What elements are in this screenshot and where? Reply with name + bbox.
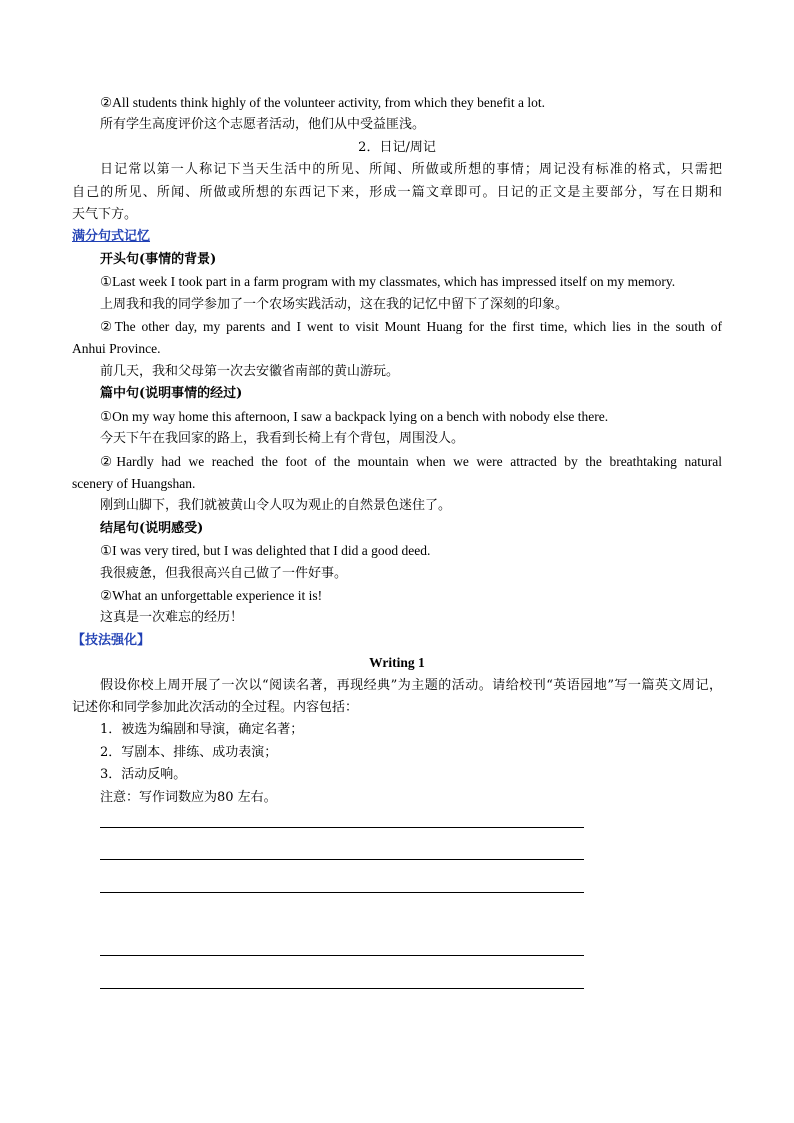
diary-description-line: 天气下方。 — [72, 207, 138, 223]
ending-heading: 结尾句(说明感受) — [100, 520, 204, 536]
answer-line[interactable] — [100, 955, 584, 956]
middle-heading: 篇中句(说明事情的经过) — [100, 386, 243, 402]
opening-heading: 开头句(事情的背景) — [100, 251, 217, 267]
document-page — [72, 92, 722, 1009]
writing-prompt-line: 假设你校上周开展了一次以“阅读名著，再现经典”为主题的活动。请给校刊“英语园地”写一篇英文周记， — [100, 677, 722, 693]
writing-requirement-item: 3．活动反响。 — [100, 767, 187, 783]
writing-requirement-item: 2．写剧本、排练、成功表演； — [100, 744, 278, 760]
example-sentence-en: ②All students think highly of the volunteer activity, from which they benefit a lot. — [100, 95, 546, 110]
writing-prompt-line: 记述你和同学参加此次活动的全过程。内容包括： — [72, 699, 359, 715]
answer-line[interactable] — [100, 859, 584, 860]
diary-description-line: 自己的所见、所闻、所做或所想的东西记下来，形成一篇文章即可。日记的正文是主要部分，写在日期和 — [72, 184, 722, 200]
writing-title: Writing 1 — [369, 655, 425, 671]
middle-example-en-cont: scenery of Huangshan. — [72, 475, 196, 491]
ending-example-cn: 这真是一次难忘的经历！ — [100, 610, 244, 626]
answer-line[interactable] — [100, 892, 584, 893]
answer-line[interactable] — [100, 827, 584, 828]
middle-example-cn: 刚到山脚下，我们就被黄山令人叹为观止的自然景色迷住了。 — [100, 498, 452, 514]
ending-example-en: ①I was very tired, but I was delighted that I did a good deed. — [100, 543, 431, 559]
middle-example-cn: 今天下午在我回家的路上，我看到长椅上有个背包，周围没人。 — [100, 431, 465, 447]
answer-line[interactable] — [100, 988, 584, 989]
middle-example-en: ②Hardly had we reached the foot of the mountain when we were attracted by the breathtaking natural — [100, 453, 722, 469]
middle-example-en: ①On my way home this afternoon, I saw a backpack lying on a bench with nobody else there. — [100, 408, 609, 424]
ending-example-en: ②What an unforgettable experience it is! — [100, 587, 323, 603]
ending-example-cn: 我很疲惫，但我很高兴自己做了一件好事。 — [100, 565, 348, 581]
skill-heading: 【技法强化】 — [72, 632, 151, 648]
diary-section-title: 2．日记/周记 — [358, 139, 436, 155]
example-sentence-cn: 所有学生高度评价这个志愿者活动，他们从中受益匪浅。 — [100, 117, 426, 133]
opening-example-cn: 前几天，我和父母第一次去安徽省南部的黄山游玩。 — [100, 363, 400, 379]
diary-description-line: 日记常以第一人称记下当天生活中的所见、所闻、所做或所想的事情；周记没有标准的格式，只需把 — [100, 162, 722, 178]
memorize-heading: 满分句式记忆 — [72, 229, 151, 245]
opening-example-cn: 上周我和我的同学参加了一个农场实践活动，这在我的记忆中留下了深刻的印象。 — [100, 296, 569, 312]
opening-example-en: ①Last week I took part in a farm program with my classmates, which has impressed itself on my memory. — [100, 274, 676, 290]
opening-example-en-cont: Anhui Province. — [72, 341, 161, 357]
answer-area[interactable] — [72, 809, 722, 1009]
writing-note: 注意：写作词数应为80 左右。 — [100, 789, 277, 805]
writing-requirement-item: 1．被选为编剧和导演，确定名著； — [100, 722, 304, 738]
opening-example-en: ②The other day, my parents and I went to visit Mount Huang for the first time, which lies in the south of — [100, 319, 722, 335]
